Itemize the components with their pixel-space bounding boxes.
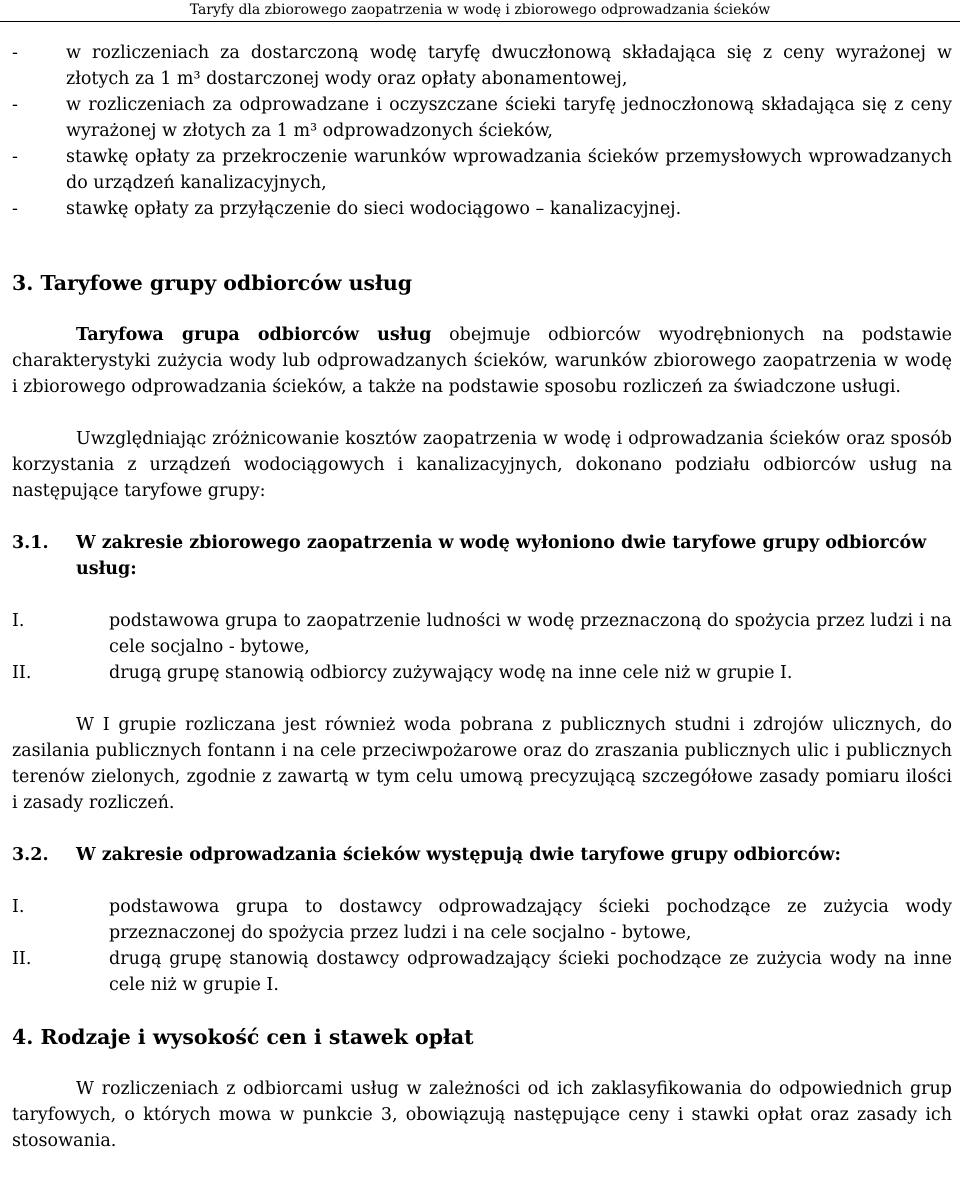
water-groups-list (12, 608, 952, 686)
section-3-1-paragraph: W I grupie rozliczana jest również woda pobrana z publicznych studni i zdrojów ulicznych, do zasilania publicznych fontann i na cele przeciwpożarowe oraz do zraszania publicznych ulic i publicznych terenów zielonych, zgodnie z zawartą w tym celu umową precyzującą szczegółowe zasady pomiaru ilości i zasady rozliczeń. (12, 715, 952, 813)
section-3-heading: 3. Taryfowe grupy odbiorców usług (12, 271, 413, 295)
list-item (12, 196, 952, 222)
roman-numeral: II. (12, 663, 32, 683)
list-item-text: w rozliczeniach za odprowadzane i oczyszczane ścieki taryfę jednoczłonową składająca się z ceny wyrażonej w złotych za 1 m³ odprowadzonych ścieków, (66, 95, 952, 141)
list-item-text: podstawowa grupa to dostawcy odprowadzający ścieki pochodzące ze zużycia wody przeznaczonej do spożycia przez ludzi i na cele socjalno - bytowe, (109, 897, 952, 943)
list-item (12, 946, 952, 998)
term-bold: Taryfowa grupa odbiorców usług (76, 325, 432, 345)
section-title: W zakresie odprowadzania ścieków występują dwie taryfowe grupy odbiorców: (76, 845, 841, 865)
dash-marker: - (12, 95, 18, 115)
section-number: 3.1. (12, 533, 49, 553)
tariff-list (12, 40, 952, 222)
dash-marker: - (12, 147, 18, 167)
list-item-text: w rozliczeniach za dostarczoną wodę taryfę dwuczłonową składająca się z ceny wyrażonej w złotych za 1 m³ dostarczonej wody oraz opłaty abonamentowej, (66, 43, 952, 89)
section-number: 3.2. (12, 845, 49, 865)
list-item (12, 144, 952, 196)
roman-numeral: I. (12, 611, 25, 631)
list-item (12, 660, 952, 686)
list-item-text: podstawowa grupa to zaopatrzenie ludności w wodę przeznaczoną do spożycia przez ludzi i na cele socjalno - bytowe, (109, 611, 952, 657)
list-item-text: stawkę opłaty za przyłączenie do sieci wodociągowo – kanalizacyjnej. (66, 199, 682, 219)
section-4-paragraph: W rozliczeniach z odbiorcami usług w zależności od ich zaklasyfikowania do odpowiednich grup taryfowych, o których mowa w punkcie 3, obowiązują następujące ceny i stawki opłat oraz zasady ich stosowania. (12, 1079, 952, 1151)
section-4-heading: 4. Rodzaje i wysokość cen i stawek opłat (12, 1025, 474, 1049)
paragraph-text: obejmuje odbiorców wyodrębnionych na podstawie charakterystyki zużycia wody lub odprowadzanych ścieków, warunków zbiorowego zaopatrzenia w wodę i zbiorowego odprowadzania ścieków, a także na podstawie sposobu rozliczeń za świadczone usługi. (12, 325, 953, 397)
list-item-text: drugą grupę stanowią odbiorcy zużywający wodę na inne cele niż w grupie I. (109, 663, 793, 683)
list-item (12, 40, 952, 92)
header-title: Taryfy dla zbiorowego zaopatrzenia w wodę i zbiorowego odprowadzania ścieków (189, 2, 771, 18)
list-item (12, 894, 952, 946)
roman-numeral: II. (12, 949, 32, 969)
list-item-text: drugą grupę stanowią dostawcy odprowadzający ścieki pochodzące ze zużycia wody na inne cele niż w grupie I. (109, 949, 952, 995)
list-item (12, 92, 952, 144)
section-3-1-heading (12, 530, 952, 582)
dash-marker: - (12, 199, 18, 219)
roman-numeral: I. (12, 897, 25, 917)
running-header (0, 0, 960, 22)
sewage-groups-list (12, 894, 952, 998)
section-3-paragraph-1 (12, 322, 952, 400)
section-3-paragraph-2: Uwzględniając zróżnicowanie kosztów zaopatrzenia w wodę i odprowadzania ścieków oraz sposób korzystania z urządzeń wodociągowych i kanalizacyjnych, dokonano podziału odbiorców usług na następujące taryfowe grupy: (12, 429, 952, 501)
list-item (12, 608, 952, 660)
list-item-text: stawkę opłaty za przekroczenie warunków wprowadzania ścieków przemysłowych wprowadzanych do urządzeń kanalizacyjnych, (66, 147, 952, 193)
page-body (12, 40, 952, 1154)
section-title: W zakresie zbiorowego zaopatrzenia w wodę wyłoniono dwie taryfowe grupy odbiorców usług: (76, 533, 927, 579)
dash-marker: - (12, 43, 18, 63)
section-3-2-heading (12, 842, 952, 868)
